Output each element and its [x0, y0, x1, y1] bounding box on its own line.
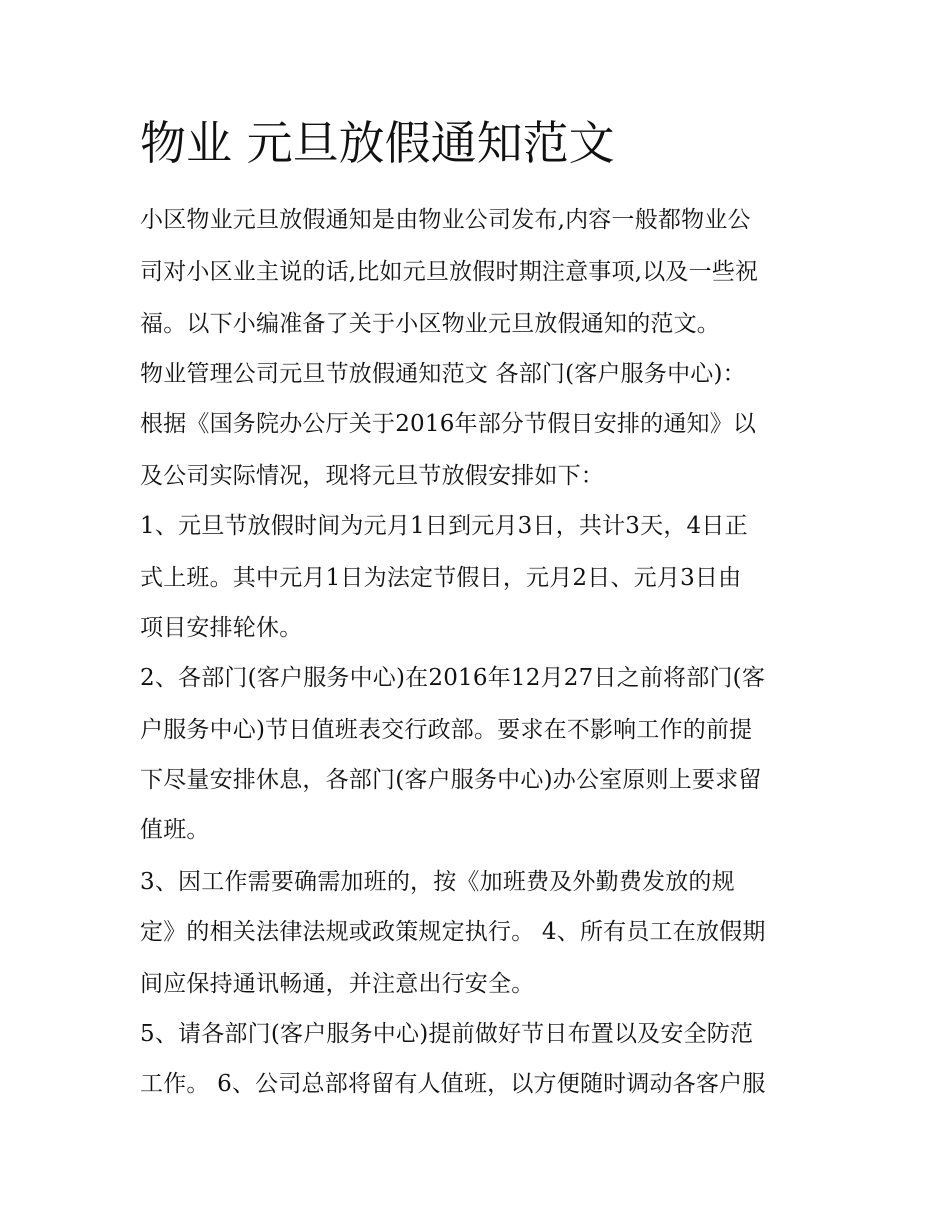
paragraph-line: 福。以下小编准备了关于小区物业元旦放假通知的范文。 [140, 311, 720, 337]
paragraph-line: 根据《国务院办公厅关于2016年部分节假日安排的通知》以 [140, 411, 757, 437]
paragraph-line: 下尽量安排休息，各部门(客户服务中心)办公室原则上要求留 [140, 767, 762, 793]
paragraph-line: 项目安排轮休。 [140, 615, 303, 641]
paragraph-line: 3、因工作需要确需加班的，按《加班费及外勤费发放的规 [140, 869, 735, 895]
paragraph-line: 户服务中心)节日值班表交行政部。要求在不影响工作的前提 [140, 717, 753, 743]
paragraph-line: 司对小区业主说的话,比如元旦放假时期注意事项,以及一些祝 [140, 259, 759, 285]
paragraph-line: 1、元旦节放假时间为元月1日到元月3日，共计3天，4日正 [140, 513, 748, 539]
paragraph-line: 物业管理公司元旦节放假通知范文 各部门(客户服务中心)： [140, 361, 746, 387]
paragraph-line: 式上班。其中元月1日为法定节假日，元月2日、元月3日由 [140, 565, 742, 591]
paragraph-line: 值班。 [140, 817, 210, 843]
paragraph-line: 5、请各部门(客户服务中心)提前做好节日布置以及安全防范 [140, 1021, 754, 1047]
paragraph-line: 2、各部门(客户服务中心)在2016年12月27日之前将部门(客 [140, 665, 766, 691]
paragraph-line: 及公司实际情况，现将元旦节放假安排如下： [140, 463, 604, 489]
paragraph-line: 小区物业元旦放假通知是由物业公司发布,内容一般都物业公 [140, 207, 751, 233]
paragraph-line: 工作。 6、公司总部将留有人值班，以方便随时调动各客户服 [140, 1071, 766, 1097]
document-title: 物业 元旦放假通知范文 [140, 116, 615, 170]
paragraph-line: 间应保持通讯畅通，并注意出行安全。 [140, 971, 535, 997]
paragraph-line: 定》的相关法律法规或政策规定执行。 4、所有员工在放假期 [140, 919, 766, 945]
